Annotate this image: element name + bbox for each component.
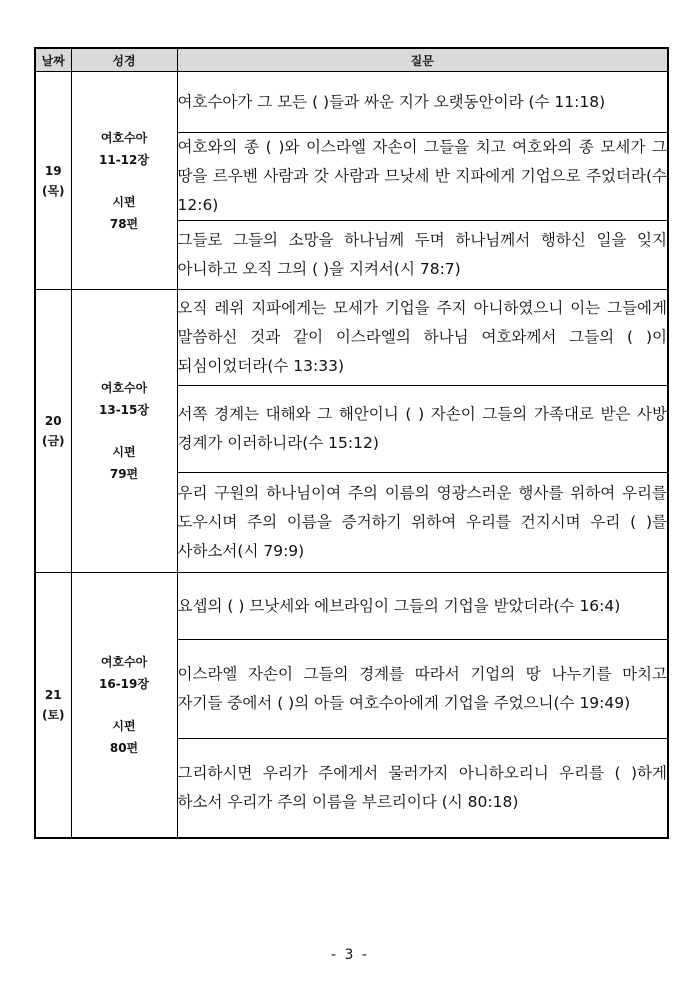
question-cell: 이스라엘 자손이 그들의 경계를 따라서 기업의 땅 나누기를 마치고 자기들 중에서 ( )의 아들 여호수아에게 기업을 주었으니(수 19:49): [177, 640, 668, 739]
book-chapters: 11-12장: [99, 152, 149, 167]
question-cell: 서쪽 경계는 대해와 그 해안이니 ( ) 자손이 그들의 가족대로 받은 사방 경계가 이러하니라(수 15:12): [177, 386, 668, 473]
psalm-name: 시편: [112, 445, 136, 459]
psalm-chapter: 80편: [109, 741, 139, 755]
header-question: 질문: [177, 48, 668, 72]
table-row: [35, 290, 668, 386]
question-cell: 그들로 그들의 소망을 하나님께 두며 하나님께서 행하신 일을 잊지 아니하고 오직 그의 ( )을 지켜서(시 78:7): [177, 221, 668, 290]
date-weekday: (목): [41, 183, 65, 198]
scripture-cell-19: [71, 72, 177, 290]
header-date: 날짜: [35, 48, 71, 72]
question-cell: 그리하시면 우리가 주에게서 물러가지 아니하오리니 우리를 ( )하게 하소서 우리가 주의 이름을 부르리이다 (시 80:18): [177, 739, 668, 839]
date-weekday: (금): [41, 434, 65, 448]
book-chapters: 16-19장: [99, 677, 149, 691]
date-cell-21: [35, 573, 71, 839]
table-header-row: [35, 48, 668, 72]
question-cell: 여호수아가 그 모든 ( )들과 싸운 지가 오랫동안이라 (수 11:18): [177, 72, 668, 133]
date-number: 20: [44, 414, 62, 428]
psalm-name: 시편: [112, 719, 136, 733]
bible-quiz-table: [34, 47, 669, 839]
header-scripture: 성경: [71, 48, 177, 72]
date-weekday: (토): [41, 708, 65, 722]
book-name: 여호수아: [100, 130, 148, 145]
psalm-name: 시편: [112, 194, 136, 209]
date-number: 21: [44, 688, 62, 702]
scripture-cell-21: [71, 573, 177, 839]
book-name: 여호수아: [100, 655, 148, 669]
date-number: 19: [44, 163, 62, 178]
date-cell-19: [35, 72, 71, 290]
table-row: [35, 573, 668, 640]
question-cell: 요셉의 ( ) 므낫세와 에브라임이 그들의 기업을 받았더라(수 16:4): [177, 573, 668, 640]
table-row: [35, 72, 668, 133]
question-cell: 여호와의 종 ( )와 이스라엘 자손이 그들을 치고 여호와의 종 모세가 그 땅을 르우벤 사람과 갓 사람과 므낫세 반 지파에게 기업으로 주었더라(수 12:6): [177, 133, 668, 221]
question-cell: 오직 레위 지파에게는 모세가 기업을 주지 아니하였으니 이는 그들에게 말씀하신 것과 같이 이스라엘의 하나님 여호와께서 그들의 ( )이 되심이었더라(수 13:33): [177, 290, 668, 386]
page-number: - 3 -: [331, 947, 369, 963]
psalm-chapter: 79편: [109, 467, 139, 481]
book-name: 여호수아: [100, 381, 148, 395]
book-chapters: 13-15장: [99, 403, 149, 417]
psalm-chapter: 78편: [109, 216, 139, 231]
question-cell: 우리 구원의 하나님이여 주의 이름의 영광스러운 행사를 위하여 우리를 도우시며 주의 이름을 증거하기 위하여 우리를 건지시며 우리 ( )를 사하소서(시 79:9): [177, 473, 668, 573]
scripture-cell-20: [71, 290, 177, 573]
date-cell-20: [35, 290, 71, 573]
